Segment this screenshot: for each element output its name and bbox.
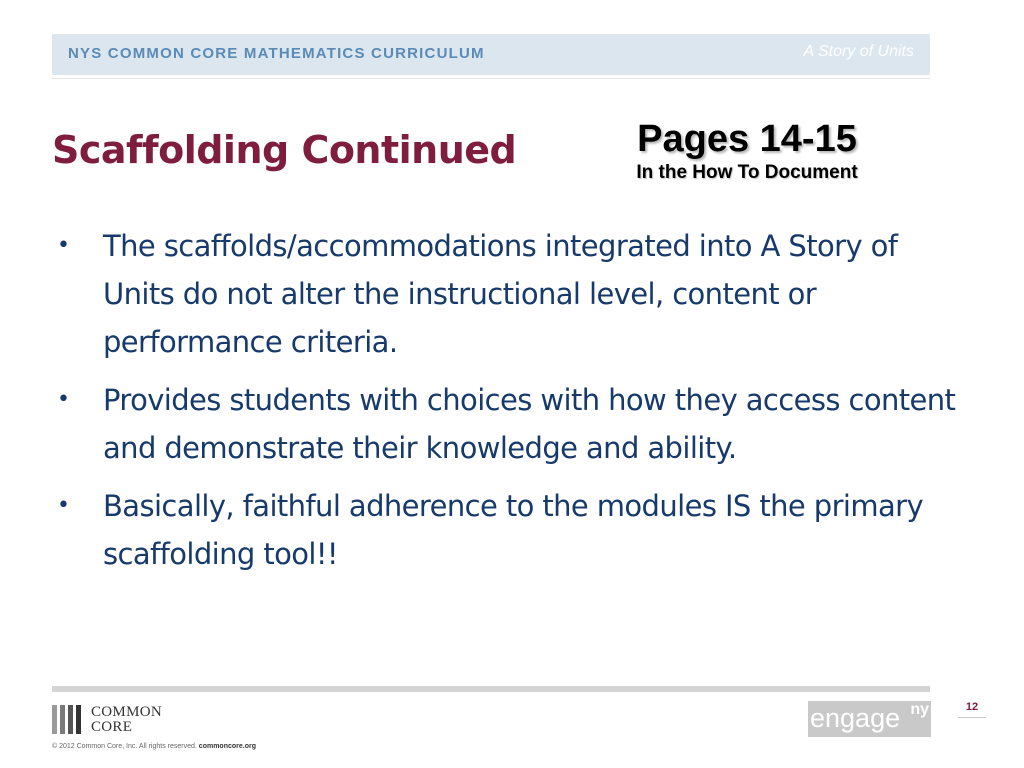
copyright-notice [52, 743, 256, 750]
bullet-text: Basically, faithful adherence to the modules IS the primary scaffolding tool!! [103, 489, 924, 571]
callout-subtitle: In the How To Document [636, 162, 858, 183]
slide-title: Scaffolding Continued [52, 128, 517, 172]
common-core-wordmark [91, 705, 162, 735]
logo-line-1: COMMON [91, 704, 162, 720]
logo-line-2: CORE [91, 719, 133, 735]
footer-divider [52, 686, 930, 692]
bullet-dot-icon: • [57, 493, 70, 518]
bullet-item [52, 376, 972, 472]
bullet-item [52, 222, 972, 366]
common-core-logo [52, 705, 192, 735]
engage-ny-logo [808, 701, 931, 737]
header-bar [52, 34, 930, 75]
bullet-list [52, 222, 972, 588]
copyright-site: commoncore.org [198, 743, 256, 750]
page-reference-callout [572, 117, 922, 185]
bullet-dot-icon: • [57, 387, 70, 412]
callout-pages: Pages 14-15 [637, 118, 857, 160]
engage-wordmark: engage [810, 703, 901, 733]
header-divider [52, 78, 930, 79]
bullet-item [52, 482, 972, 578]
bullet-text: The scaffolds/accommodations integrated into A Story of Units do not alter the instructional level, content or performance criteria. [103, 229, 898, 359]
curriculum-label: NYS COMMON CORE MATHEMATICS CURRICULUM [68, 45, 485, 62]
page-number: 12 [958, 701, 986, 718]
copyright-text: © 2012 Common Core, Inc. All rights reserved. [52, 743, 197, 750]
engage-ny-superscript: ny [910, 701, 929, 718]
bullet-dot-icon: • [57, 233, 70, 258]
bullet-text: Provides students with choices with how they access content and demonstrate their knowledge and ability. [103, 383, 956, 465]
series-label: A Story of Units [803, 43, 914, 60]
